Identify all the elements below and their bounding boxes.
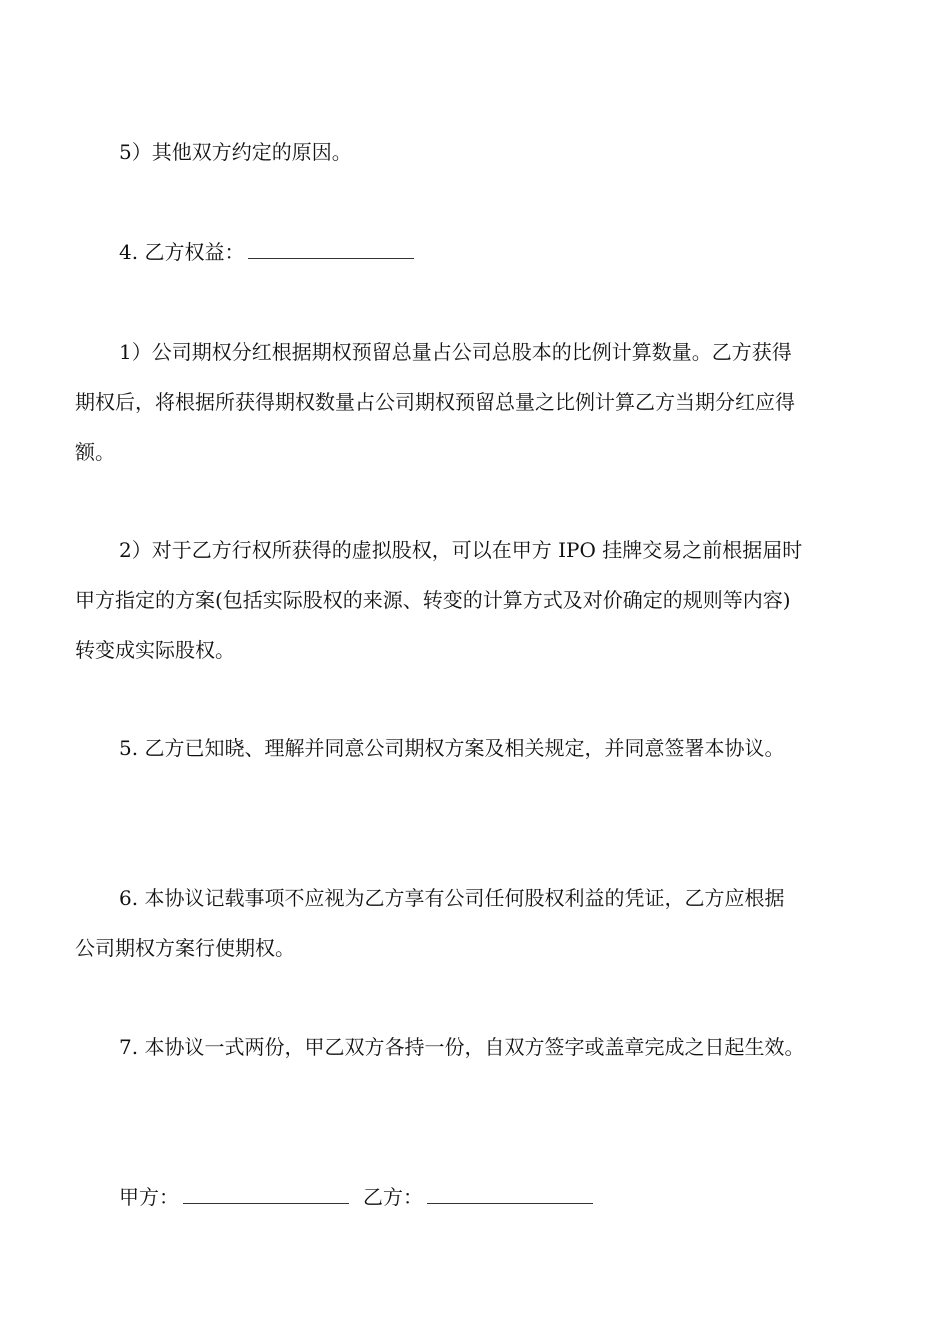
paragraph-line: 5. 乙方已知晓、理解并同意公司期权方案及相关规定，并同意签署本协议。 [119,736,785,760]
paragraph-line: 甲方指定的方案(包括实际股权的来源、转变的计算方式及对价确定的规则等内容) [75,588,791,612]
paragraph-dividend [75,327,885,477]
party-b-signature-blank [427,1181,593,1204]
paragraph-line: 7. 本协议一式两份，甲乙双方各持一份，自双方签字或盖章完成之日起生效。 [119,1035,805,1059]
paragraph-line: 期权后，将根据所获得期权数量占公司期权预留总量之比例计算乙方当期分红应得 [75,390,795,414]
paragraph-line: 6. 本协议记载事项不应视为乙方享有公司任何股权利益的凭证，乙方应根据 [119,886,785,910]
paragraph-line: 1）公司期权分红根据期权预留总量占公司总股本的比例计算数量。乙方获得 [119,340,792,364]
paragraph-line: 转变成实际股权。 [75,638,235,662]
paragraph-acknowledgement [75,723,885,773]
paragraph-other-reasons [75,127,885,177]
paragraph-no-equity-proof [75,873,885,973]
party-a-label: 甲方： [119,1185,179,1209]
party-b-rights-blank [248,236,414,259]
signature-row [119,1172,593,1222]
party-b-rights-label: 4. 乙方权益： [119,240,245,264]
paragraph-line: 额。 [75,440,115,464]
paragraph-copies-effective [75,1022,885,1072]
party-b-label: 乙方： [363,1185,423,1209]
paragraph-virtual-equity [75,525,885,675]
paragraph-party-b-rights [75,227,885,277]
party-a-signature-blank [183,1181,349,1204]
paragraph-line: 公司期权方案行使期权。 [75,936,295,960]
paragraph-line: 5）其他双方约定的原因。 [119,140,352,164]
paragraph-line: 2）对于乙方行权所获得的虚拟股权，可以在甲方 IPO 挂牌交易之前根据届时 [119,538,803,562]
paragraph-line [75,227,885,277]
